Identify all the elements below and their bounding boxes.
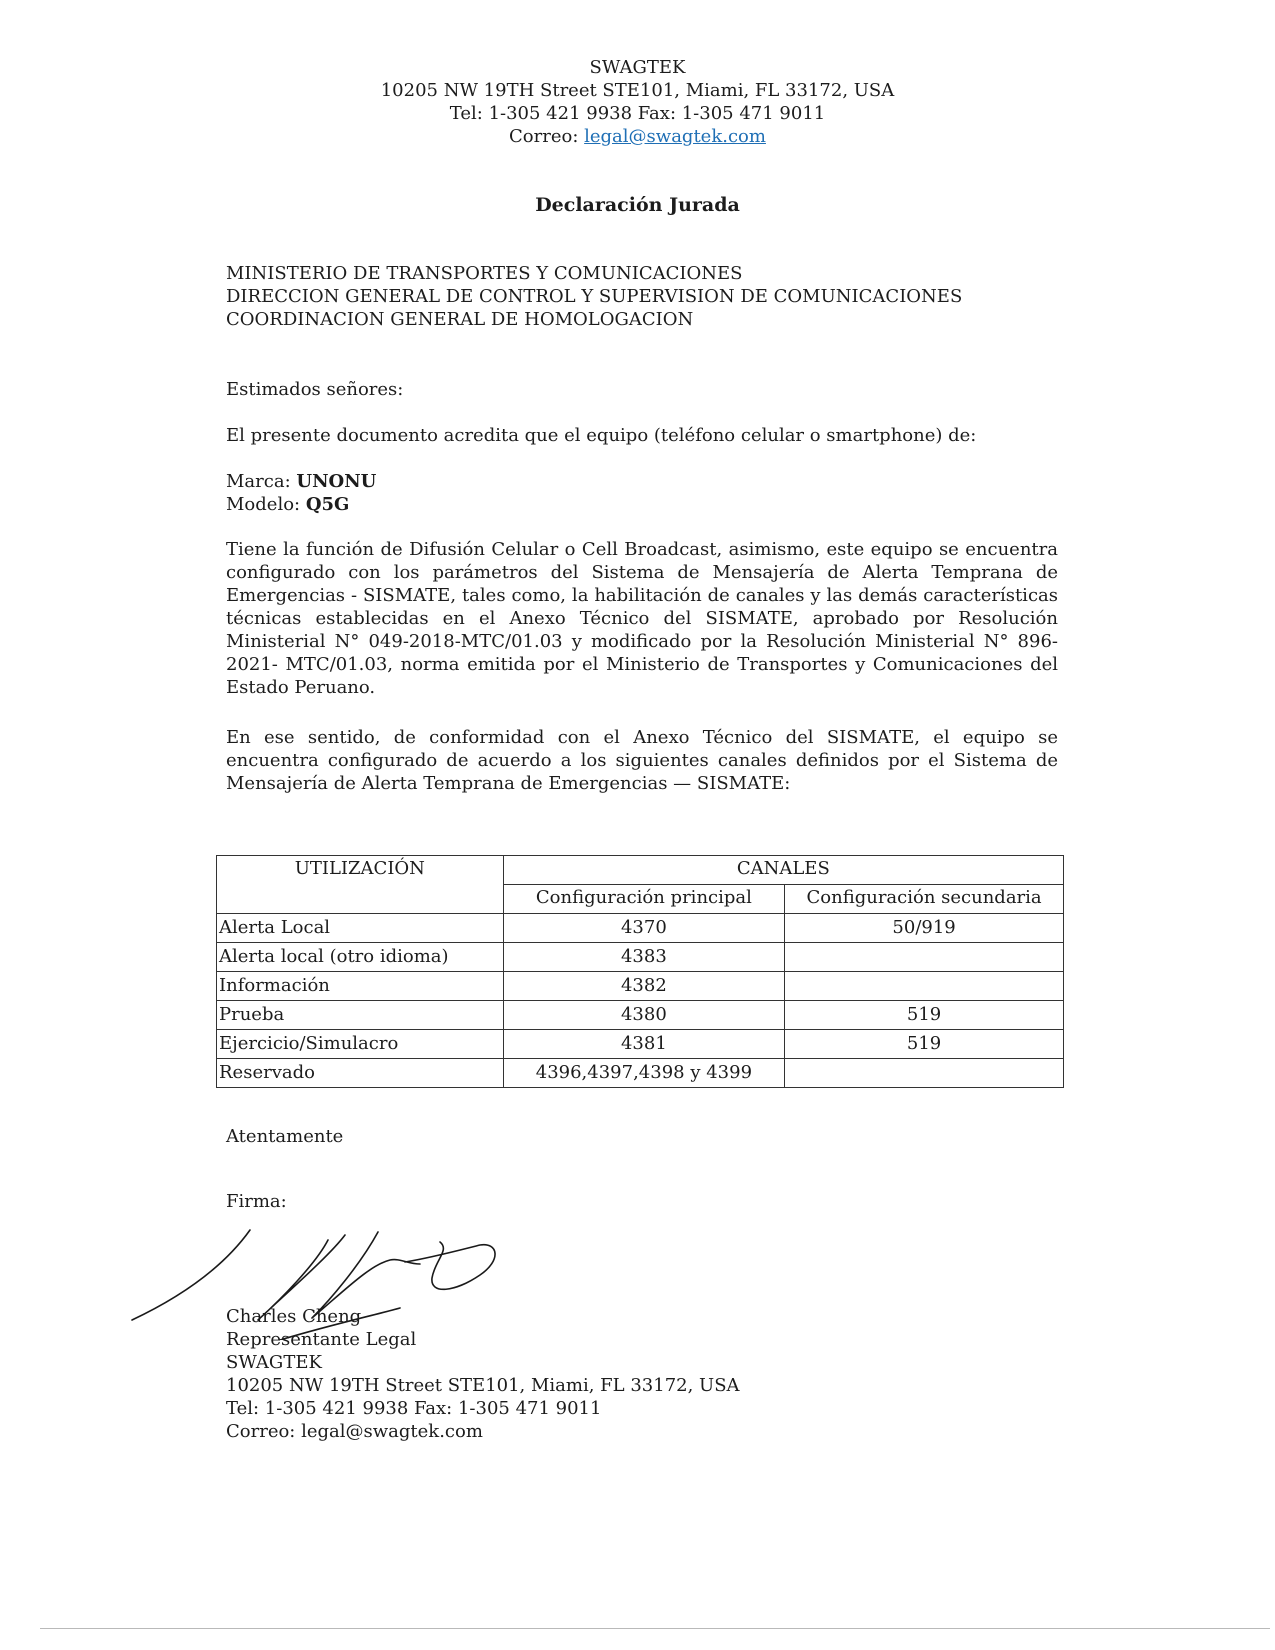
addressee-block — [226, 262, 1058, 331]
cell-use: Reservado — [217, 1059, 504, 1088]
addressee-line: COORDINACION GENERAL DE HOMOLOGACION — [226, 309, 694, 330]
table-row — [217, 1030, 1064, 1059]
greeting: Estimados señores: — [226, 379, 404, 400]
signer-block — [226, 1305, 1058, 1443]
cell-secondary: 519 — [785, 1030, 1064, 1059]
letterhead-email-label: Correo: — [509, 126, 585, 147]
intro-paragraph: El presente documento acredita que el equipo (teléfono celular o smartphone) de: — [226, 425, 977, 446]
model-value: Q5G — [305, 494, 350, 515]
cell-use: Información — [217, 972, 504, 1001]
letterhead-company: SWAGTEK — [589, 57, 686, 78]
cell-primary: 4396,4397,4398 y 4399 — [503, 1059, 785, 1088]
signer-company: SWAGTEK — [226, 1352, 322, 1373]
table-row — [217, 1001, 1064, 1030]
cell-secondary: 519 — [785, 1001, 1064, 1030]
cell-secondary — [785, 943, 1064, 972]
cell-use: Prueba — [217, 1001, 504, 1030]
brand-line — [226, 470, 1058, 493]
brand-label: Marca: — [226, 471, 297, 492]
model-label: Modelo: — [226, 494, 306, 515]
table-row — [217, 943, 1064, 972]
header-canales: CANALES — [503, 856, 1063, 885]
body-paragraph-2: En ese sentido, de conformidad con el Anexo Técnico del SISMATE, el equipo se encuentra configurado de acuerdo a los siguientes canales definidos por el Sistema de Mensajería de Alerta Temprana de Emergencias — SISMATE: — [226, 727, 1058, 794]
table-header-row — [217, 856, 1064, 885]
signature-stroke — [405, 1242, 495, 1289]
model-line — [226, 493, 1058, 516]
signer-name: Charles Cheng — [226, 1306, 362, 1327]
channels-table — [216, 855, 1064, 1088]
scan-bottom-rule — [40, 1628, 1270, 1629]
cell-primary: 4381 — [503, 1030, 785, 1059]
table-row — [217, 972, 1064, 1001]
letterhead-email-line — [0, 125, 1275, 148]
cell-secondary — [785, 1059, 1064, 1088]
letterhead-phone-fax: Tel: 1-305 421 9938 Fax: 1-305 471 9011 — [449, 103, 826, 124]
header-config-principal: Configuración principal — [503, 885, 785, 914]
signer-role: Representante Legal — [226, 1329, 417, 1350]
cell-use: Alerta local (otro idioma) — [217, 943, 504, 972]
letterhead — [0, 56, 1275, 148]
letterhead-address: 10205 NW 19TH Street STE101, Miami, FL 33172, USA — [380, 80, 895, 101]
body-paragraph-1: Tiene la función de Difusión Celular o Cell Broadcast, asimismo, este equipo se encuentra configurado con los parámetros del Sistema de Mensajería de Alerta Temprana de Emergencias - SISMATE, tales como, la habilitación de canales y las demás características técnicas establecidas en el Anexo Técnico del SISMATE, aprobado por Resolución Ministerial N° 049-2018-MTC/01.03 y modificado por la Resolución Ministerial N° 896-2021- MTC/01.03, norma emitida por el Ministerio de Transportes y Comunicaciones del Estado Peruano. — [226, 539, 1058, 698]
closing: Atentamente — [226, 1126, 344, 1147]
brand-value: UNONU — [296, 471, 377, 492]
brand-model-block — [226, 470, 1058, 516]
cell-primary: 4383 — [503, 943, 785, 972]
cell-secondary: 50/919 — [785, 914, 1064, 943]
cell-primary: 4370 — [503, 914, 785, 943]
letterhead-email-link[interactable]: legal@swagtek.com — [584, 126, 766, 147]
cell-primary: 4382 — [503, 972, 785, 1001]
signature-label: Firma: — [226, 1191, 287, 1212]
addressee-line: DIRECCION GENERAL DE CONTROL Y SUPERVISION DE COMUNICACIONES — [226, 286, 963, 307]
addressee-line: MINISTERIO DE TRANSPORTES Y COMUNICACIONES — [226, 263, 743, 284]
cell-use: Ejercicio/Simulacro — [217, 1030, 504, 1059]
header-config-secundaria: Configuración secundaria — [785, 885, 1064, 914]
table-row — [217, 1059, 1064, 1088]
signer-phone-fax: Tel: 1-305 421 9938 Fax: 1-305 471 9011 — [226, 1398, 602, 1419]
signer-email: Correo: legal@swagtek.com — [226, 1421, 483, 1442]
table-row — [217, 914, 1064, 943]
document-title: Declaración Jurada — [535, 194, 740, 216]
cell-primary: 4380 — [503, 1001, 785, 1030]
cell-secondary — [785, 972, 1064, 1001]
cell-use: Alerta Local — [217, 914, 504, 943]
header-utilizacion: UTILIZACIÓN — [217, 856, 504, 914]
signer-address: 10205 NW 19TH Street STE101, Miami, FL 33172, USA — [226, 1375, 740, 1396]
